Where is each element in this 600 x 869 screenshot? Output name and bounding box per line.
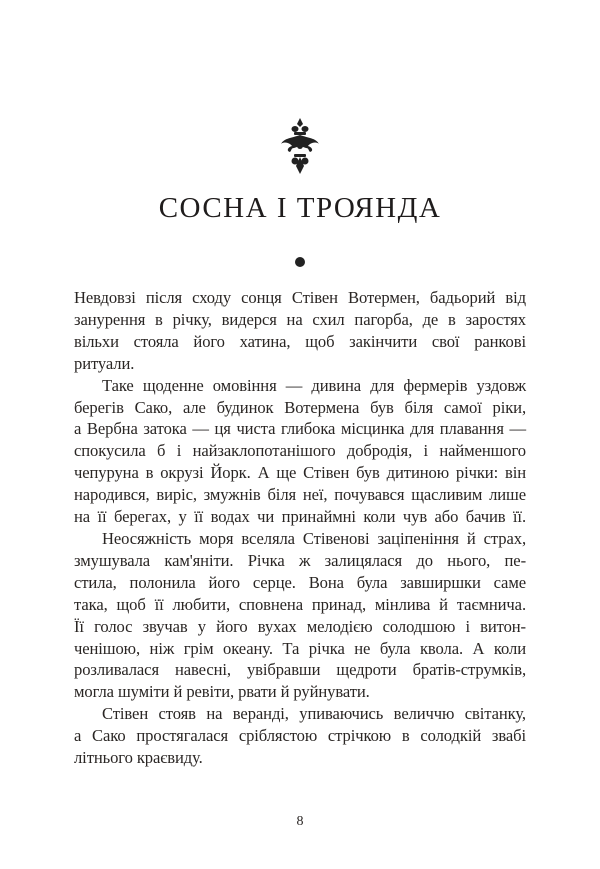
chapter-title: СОСНА І ТРОЯНДА [158,192,442,224]
text-line: така, щоб її любити, сповнена принад, мінлива й таємнича. [74,594,526,614]
text-line: Неосяжність моря вселяла Стівенові заціпеніння й страх, [102,528,526,548]
text-line: берегів Сако, але будинок Вотермена був біля самої ріки, [74,397,526,417]
text-line: народився, виріс, змужнів біля неї, почувався щасливим лише [74,485,526,505]
text-line: літнього краєвиду. [74,748,203,768]
text-line: Стівен стояв на веранді, упиваючись величчю світанку, [102,704,526,724]
text-line: розливалася навесні, увібравши щедроти братів-струмків, [74,660,526,680]
text-line: чепуруна в окрузі Йорк. А ще Стівен був дитиною річки: він [74,463,526,483]
paragraph [74,375,526,528]
text-line: Таке щоденне омовіння — дивина для фермерів уздовж [102,375,526,395]
text-line: вільхи стояла його хатина, щоб закінчити свої ранкові [74,331,526,351]
text-line: а Сако простягалася сріблястою стрічкою в солодкій звабі [74,726,526,746]
text-line: могла шуміти й ревіти, рвати й руйнувати. [74,682,370,702]
text-line: стила, полонила його серце. Вона була завширшки саме [74,572,526,592]
text-line: спокусила б і найзаклопотанішого добродія, і найменшого [74,441,526,461]
paragraph [74,528,526,703]
bullet-dot-icon [295,257,305,267]
chapter-body [74,287,526,769]
text-line: змушувала кам'яніти. Річка ж залицялася до нього, пе- [74,550,526,570]
text-line: на її берегах, у її водах чи принаймні коли чув або бачив її. [74,507,526,527]
paragraph [74,287,526,375]
text-line: ченішою, ніж грім океану. Та річка не була квола. А коли [74,638,526,658]
fleuron-ornament-icon [278,118,322,174]
text-line: занурення в річку, видерся на схил пагорба, де в заростях [74,309,526,329]
paragraph [74,703,526,769]
text-line: а Вербна затока — ця чиста глибока місцинка для плавання — [74,419,526,439]
text-line: ритуали. [74,353,135,373]
text-line: Її голос звучав у його вухах мелодією солодшою і витон- [74,616,526,636]
text-line: Невдовзі після сходу сонця Стівен Вотермен, бадьорий від [74,288,526,307]
page-number: 8 [296,814,304,829]
